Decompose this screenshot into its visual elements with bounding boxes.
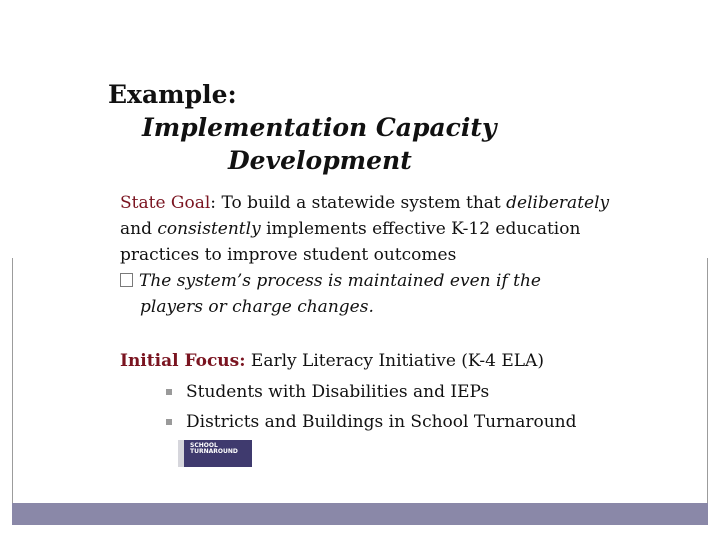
initial-focus-paragraph: [120, 348, 610, 374]
left-rule: [12, 258, 13, 503]
title-line-3: Development: [228, 146, 412, 175]
square-bullet-icon: [166, 419, 172, 425]
logo-line-2: TURNAROUND: [190, 448, 238, 455]
sub-bullet-line-1: The system’s process is maintained even if the: [139, 271, 541, 291]
state-goal-text-after: implements effective K-12 education practices to improve student outcomes: [120, 219, 581, 265]
initial-focus-text: Early Literacy Initiative (K-4 ELA): [245, 351, 544, 371]
list-item: [166, 377, 616, 407]
initial-focus-label: Initial Focus:: [120, 351, 246, 371]
list-item: [166, 407, 616, 437]
state-goal-deliberately: deliberately: [506, 193, 610, 213]
sub-bullet-line-2: players or charge changes.: [140, 297, 374, 317]
right-rule: [707, 258, 708, 503]
list-item-text: Districts and Buildings in School Turnaround: [186, 412, 577, 432]
school-turnaround-logo: [178, 440, 252, 467]
title-line-1: Example:: [108, 80, 237, 109]
state-goal-text-before: To build a statewide system that: [221, 193, 507, 213]
state-goal-label: State Goal: [120, 193, 211, 213]
state-goal-consistently: consistently: [157, 219, 261, 239]
square-bullet-icon: [166, 389, 172, 395]
footer-bar: [12, 503, 708, 525]
slide-title: [108, 78, 548, 177]
state-goal-and: and: [120, 219, 158, 239]
goal-sub-bullet: [120, 268, 590, 320]
state-goal-paragraph: [120, 190, 610, 268]
title-line-2: Implementation Capacity: [142, 113, 497, 142]
logo-line-1: SCHOOL: [190, 442, 218, 449]
focus-list: [166, 377, 616, 437]
state-goal-colon: :: [210, 193, 222, 213]
checkbox-bullet-icon: [120, 273, 133, 287]
list-item-text: Students with Disabilities and IEPs: [186, 382, 490, 402]
